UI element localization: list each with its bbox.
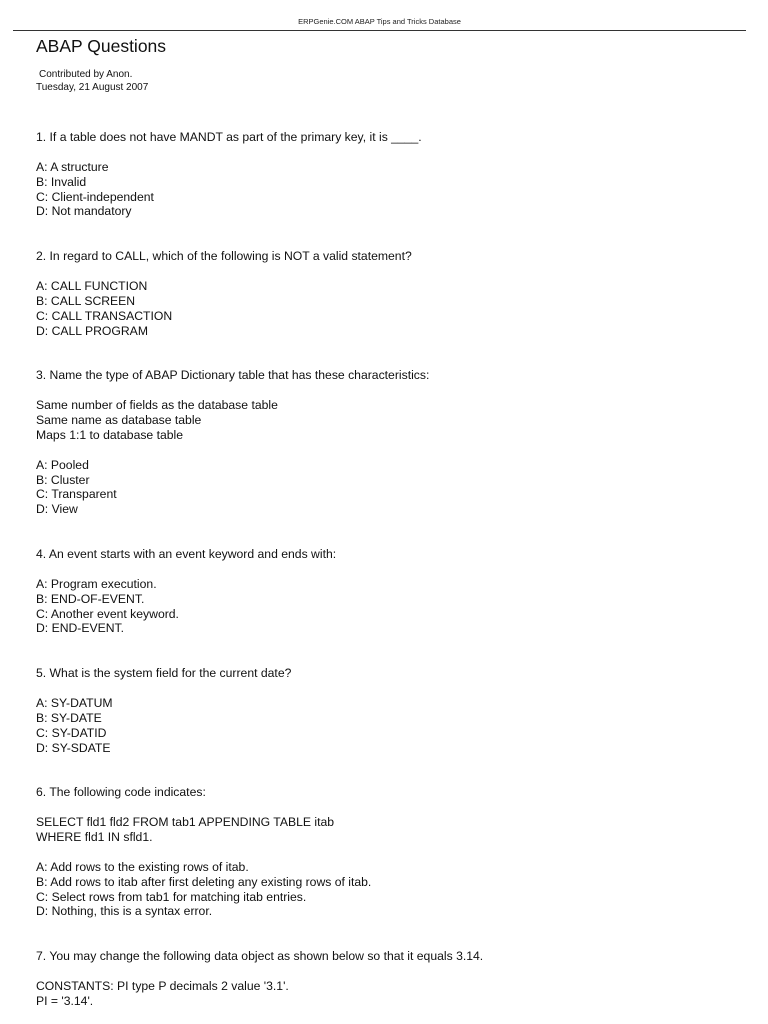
spacer bbox=[36, 562, 736, 577]
answer-option: D: Not mandatory bbox=[36, 204, 132, 219]
question-detail-line: Same name as database table bbox=[36, 412, 202, 427]
answer-option: B: Invalid bbox=[36, 174, 87, 189]
question-block bbox=[36, 949, 736, 1009]
question-block bbox=[36, 666, 736, 755]
date-line: Tuesday, 21 August 2007 bbox=[36, 81, 149, 93]
question-block bbox=[36, 249, 736, 338]
question-detail-line: Maps 1:1 to database table bbox=[36, 427, 184, 442]
question-block bbox=[36, 368, 736, 517]
question-block bbox=[36, 547, 736, 636]
spacer bbox=[36, 800, 736, 815]
spacer bbox=[36, 681, 736, 696]
answer-option: A: Pooled bbox=[36, 457, 89, 472]
answer-option: D: Nothing, this is a syntax error. bbox=[36, 904, 213, 919]
header-site-line: ERPGenie.COM ABAP Tips and Tricks Database bbox=[298, 17, 461, 26]
answer-option: A: A structure bbox=[36, 159, 109, 174]
question-block bbox=[36, 130, 736, 219]
spacer bbox=[36, 919, 736, 949]
header-divider bbox=[13, 30, 746, 31]
answer-option: A: CALL FUNCTION bbox=[36, 278, 148, 293]
questions-list bbox=[36, 130, 736, 1009]
article-title: ABAP Questions bbox=[36, 36, 167, 56]
answer-option: A: Add rows to the existing rows of itab. bbox=[36, 859, 249, 874]
spacer bbox=[36, 964, 736, 979]
answer-option: B: Add rows to itab after first deleting any existing rows of itab. bbox=[36, 874, 372, 889]
spacer bbox=[36, 845, 736, 860]
question-text: 1. If a table does not have MANDT as part of the primary key, it is ____. bbox=[36, 130, 422, 144]
answer-option: C: Another event keyword. bbox=[36, 606, 179, 621]
spacer bbox=[36, 383, 736, 398]
question-detail-line: Same number of fields as the database table bbox=[36, 398, 278, 413]
answer-option: B: Cluster bbox=[36, 472, 90, 487]
answer-option: C: SY-DATID bbox=[36, 725, 107, 740]
answer-option: C: CALL TRANSACTION bbox=[36, 308, 173, 323]
spacer bbox=[36, 517, 736, 547]
spacer bbox=[36, 338, 736, 368]
answer-option: D: SY-SDATE bbox=[36, 740, 111, 755]
spacer bbox=[36, 636, 736, 666]
answer-option: B: END-OF-EVENT. bbox=[36, 591, 145, 606]
spacer bbox=[36, 443, 736, 458]
question-block bbox=[36, 785, 736, 919]
contributor-line: Contributed by Anon. bbox=[39, 69, 133, 80]
answer-option: A: SY-DATUM bbox=[36, 695, 113, 710]
question-detail-line: CONSTANTS: PI type P decimals 2 value '3.1'. bbox=[36, 978, 289, 993]
question-detail-line: SELECT fld1 fld2 FROM tab1 APPENDING TABLE itab bbox=[36, 815, 335, 830]
spacer bbox=[36, 219, 736, 249]
question-text: 6. The following code indicates: bbox=[36, 785, 206, 800]
answer-option: A: Program execution. bbox=[36, 576, 157, 591]
spacer bbox=[36, 755, 736, 785]
article-meta bbox=[36, 69, 148, 94]
answer-option: D: CALL PROGRAM bbox=[36, 323, 148, 338]
answer-option: B: SY-DATE bbox=[36, 710, 102, 725]
answer-option: D: View bbox=[36, 502, 78, 517]
question-detail-line: WHERE fld1 IN sfld1. bbox=[36, 829, 153, 844]
spacer bbox=[36, 145, 736, 160]
spacer bbox=[36, 264, 736, 279]
answer-option: C: Select rows from tab1 for matching itab entries. bbox=[36, 889, 307, 904]
answer-option: C: Transparent bbox=[36, 487, 117, 502]
question-text: 4. An event starts with an event keyword and ends with: bbox=[36, 546, 337, 561]
answer-option: C: Client-independent bbox=[36, 189, 154, 204]
question-text: 5. What is the system field for the current date? bbox=[36, 666, 292, 681]
question-text: 2. In regard to CALL, which of the following is NOT a valid statement? bbox=[36, 249, 412, 264]
question-detail-line: PI = '3.14'. bbox=[36, 993, 94, 1008]
answer-option: B: CALL SCREEN bbox=[36, 293, 136, 308]
question-text: 3. Name the type of ABAP Dictionary table that has these characteristics: bbox=[36, 368, 430, 383]
question-text: 7. You may change the following data object as shown below so that it equals 3.14. bbox=[36, 949, 484, 964]
answer-option: D: END-EVENT. bbox=[36, 621, 125, 636]
